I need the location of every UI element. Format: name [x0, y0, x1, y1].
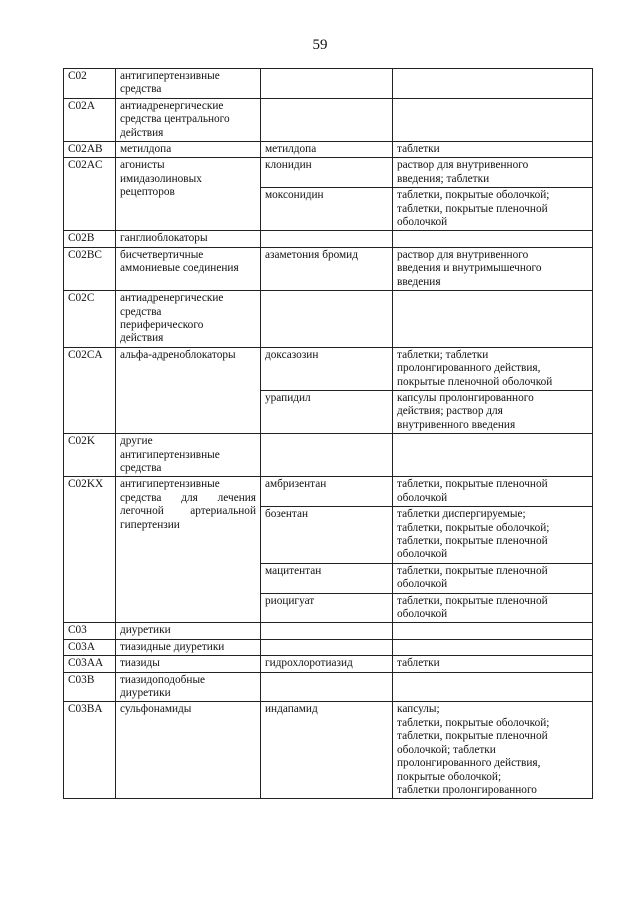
dosage-form	[397, 232, 588, 245]
dosage-form-cell	[393, 247, 593, 290]
dosage-form-cell	[393, 702, 593, 799]
anatomic-group: диуретики	[120, 624, 171, 637]
dosage-form	[397, 624, 588, 637]
anatomic-group: тиазиды	[120, 657, 160, 670]
drug-name: бозентан	[265, 508, 309, 521]
anatomic-group-cell	[116, 142, 261, 158]
anatomic-group-cell	[116, 69, 261, 99]
atc-code-cell	[64, 142, 116, 158]
drug-name: амбризентан	[265, 478, 327, 491]
table-row	[64, 656, 593, 672]
dosage-form-cell	[393, 142, 593, 158]
table-row	[64, 158, 593, 188]
anatomic-group: антигипертензивные средства	[120, 70, 220, 96]
table-row	[64, 98, 593, 141]
table-row	[64, 702, 593, 799]
anatomic-group-cell	[116, 347, 261, 433]
anatomic-group: бисчетвертичные аммониевые соединения	[120, 248, 239, 275]
dosage-form: раствор для внутривенного введения; таблетки	[397, 159, 529, 185]
dosage-form	[397, 674, 588, 687]
atc-code-cell	[64, 291, 116, 348]
dosage-form-cell	[393, 507, 593, 564]
drug-name: моксонидин	[265, 189, 324, 202]
anatomic-group-cell	[116, 672, 261, 702]
drug-name: клонидин	[265, 159, 312, 172]
atc-code: C02K	[68, 435, 95, 448]
atc-code: C02CA	[68, 348, 103, 361]
atc-code-cell	[64, 69, 116, 99]
atc-code-cell	[64, 98, 116, 141]
atc-code: C03B	[68, 673, 95, 686]
atc-code: C02C	[68, 292, 95, 305]
drug-name: урапидил	[265, 391, 311, 404]
dosage-form: таблетки, покрытые оболочкой; таблетки, покрытые пленочной оболочкой	[397, 189, 550, 229]
anatomic-group: антиадренергические средства периферического действия	[120, 292, 224, 345]
dosage-form: таблетки, покрытые пленочной оболочкой	[397, 564, 548, 591]
drug-name	[265, 435, 388, 448]
anatomic-group: сульфонамиды	[120, 703, 192, 716]
table-row	[64, 69, 593, 99]
anatomic-group: антиадренергические средства центрального действия	[120, 99, 230, 139]
anatomic-group-cell	[116, 656, 261, 672]
drug-name-cell	[261, 142, 393, 158]
atc-code: C02AC	[68, 159, 103, 172]
dosage-form-cell	[393, 434, 593, 477]
drug-name: риоцигуат	[265, 594, 315, 607]
drug-name-cell	[261, 291, 393, 348]
table-row	[64, 672, 593, 702]
drug-name: гидрохлоротиазид	[265, 657, 353, 670]
drug-name-cell	[261, 158, 393, 188]
anatomic-group: агонисты имидазолиновых рецепторов	[120, 159, 202, 199]
atc-code-cell	[64, 702, 116, 799]
dosage-form: таблетки диспергируемые; таблетки, покрытые оболочкой; таблетки, покрытые пленочной оболочкой	[397, 508, 550, 561]
drug-name	[265, 674, 388, 687]
page-number: 59	[312, 37, 328, 53]
drug-name-cell	[261, 188, 393, 231]
table-row	[64, 231, 593, 247]
drug-name-cell	[261, 639, 393, 655]
dosage-form-cell	[393, 563, 593, 593]
drug-name-cell	[261, 656, 393, 672]
drug-name-cell	[261, 702, 393, 799]
dosage-form	[397, 641, 588, 654]
dosage-form: капсулы; таблетки, покрытые оболочкой; таблетки, покрытые пленочной оболочкой; таблетки пролонгированного действия, покрытые оболочкой; таблетки пролонгированного	[397, 703, 550, 796]
dosage-form-cell	[393, 158, 593, 188]
drug-name-cell	[261, 434, 393, 477]
atc-code-cell	[64, 656, 116, 672]
drug-name: доксазозин	[265, 348, 319, 361]
dosage-form-cell	[393, 347, 593, 390]
table-row	[64, 291, 593, 348]
table-row	[64, 623, 593, 639]
atc-code: C02A	[68, 99, 95, 112]
atc-code: C03AA	[68, 657, 104, 670]
dosage-form-cell	[393, 188, 593, 231]
dosage-form	[397, 292, 588, 305]
drug-name-cell	[261, 69, 393, 99]
drug-name	[265, 70, 388, 83]
atc-code-cell	[64, 231, 116, 247]
anatomic-group: ганглиоблокаторы	[120, 232, 208, 245]
drug-name-cell	[261, 98, 393, 141]
anatomic-group-cell	[116, 231, 261, 247]
dosage-form: таблетки, покрытые пленочной оболочкой	[397, 478, 548, 504]
anatomic-group: антигипертензивные средства для лечения легочной артериальной гипертензии	[120, 478, 256, 531]
atc-code-cell	[64, 158, 116, 231]
table-row	[64, 247, 593, 290]
dosage-form	[397, 70, 588, 83]
drug-table	[63, 68, 593, 799]
anatomic-group: другие антигипертензивные средства	[120, 435, 220, 474]
anatomic-group: тиазидные диуретики	[120, 640, 225, 653]
drug-name-cell	[261, 347, 393, 390]
drug-name: индапамид	[265, 703, 318, 716]
dosage-form-cell	[393, 672, 593, 702]
dosage-form-cell	[393, 656, 593, 672]
drug-name-cell	[261, 623, 393, 639]
anatomic-group: тиазидоподобные диуретики	[120, 673, 206, 700]
dosage-form-cell	[393, 291, 593, 348]
atc-code: C02B	[68, 232, 95, 245]
drug-name	[265, 641, 388, 654]
table-row	[64, 477, 593, 507]
table-row	[64, 434, 593, 477]
anatomic-group-cell	[116, 639, 261, 655]
drug-name	[265, 232, 388, 245]
dosage-form-cell	[393, 231, 593, 247]
table-row	[64, 639, 593, 655]
drug-name-cell	[261, 672, 393, 702]
atc-code-cell	[64, 623, 116, 639]
atc-code: C02BC	[68, 248, 102, 261]
dosage-form-cell	[393, 98, 593, 141]
atc-code: C03BA	[68, 703, 103, 716]
atc-code: C02KX	[68, 478, 104, 491]
anatomic-group-cell	[116, 247, 261, 290]
drug-name-cell	[261, 593, 393, 623]
drug-name-cell	[261, 507, 393, 564]
drug-name	[265, 624, 388, 637]
anatomic-group-cell	[116, 477, 261, 623]
atc-code-cell	[64, 434, 116, 477]
atc-code: C03	[68, 624, 87, 637]
anatomic-group-cell	[116, 158, 261, 231]
dosage-form-cell	[393, 477, 593, 507]
drug-table-body	[64, 69, 593, 799]
atc-code-cell	[64, 639, 116, 655]
atc-code-cell	[64, 477, 116, 623]
drug-name: метилдопа	[265, 143, 317, 156]
drug-name-cell	[261, 390, 393, 433]
table-row	[64, 347, 593, 390]
atc-code-cell	[64, 347, 116, 433]
drug-name: мацитентан	[265, 564, 322, 577]
dosage-form	[397, 100, 588, 113]
anatomic-group-cell	[116, 98, 261, 141]
dosage-form-cell	[393, 390, 593, 433]
dosage-form-cell	[393, 623, 593, 639]
dosage-form: таблетки	[397, 143, 440, 156]
drug-name	[265, 292, 388, 305]
dosage-form	[397, 435, 588, 448]
atc-code-cell	[64, 672, 116, 702]
drug-name-cell	[261, 247, 393, 290]
dosage-form: таблетки, покрытые пленочной оболочкой	[397, 594, 548, 621]
drug-name-cell	[261, 231, 393, 247]
anatomic-group: альфа-адреноблокаторы	[120, 348, 236, 361]
drug-name: азаметония бромид	[265, 248, 358, 261]
table-row	[64, 142, 593, 158]
atc-code: C02AB	[68, 143, 103, 156]
dosage-form-cell	[393, 639, 593, 655]
dosage-form-cell	[393, 69, 593, 99]
dosage-form: таблетки; таблетки пролонгированного действия, покрытые пленочной оболочкой	[397, 348, 553, 388]
drug-name	[265, 100, 388, 113]
dosage-form: капсулы пролонгированного действия; раствор для внутривенного введения	[397, 391, 534, 431]
atc-code: C03A	[68, 640, 95, 653]
anatomic-group-cell	[116, 434, 261, 477]
anatomic-group-cell	[116, 291, 261, 348]
dosage-form: раствор для внутривенного введения и внутримышечного введения	[397, 248, 542, 288]
anatomic-group: метилдопа	[120, 143, 172, 156]
anatomic-group-cell	[116, 702, 261, 799]
dosage-form: таблетки	[397, 657, 440, 670]
drug-name-cell	[261, 477, 393, 507]
dosage-form-cell	[393, 593, 593, 623]
drug-name-cell	[261, 563, 393, 593]
atc-code: C02	[68, 70, 87, 82]
atc-code-cell	[64, 247, 116, 290]
anatomic-group-cell	[116, 623, 261, 639]
